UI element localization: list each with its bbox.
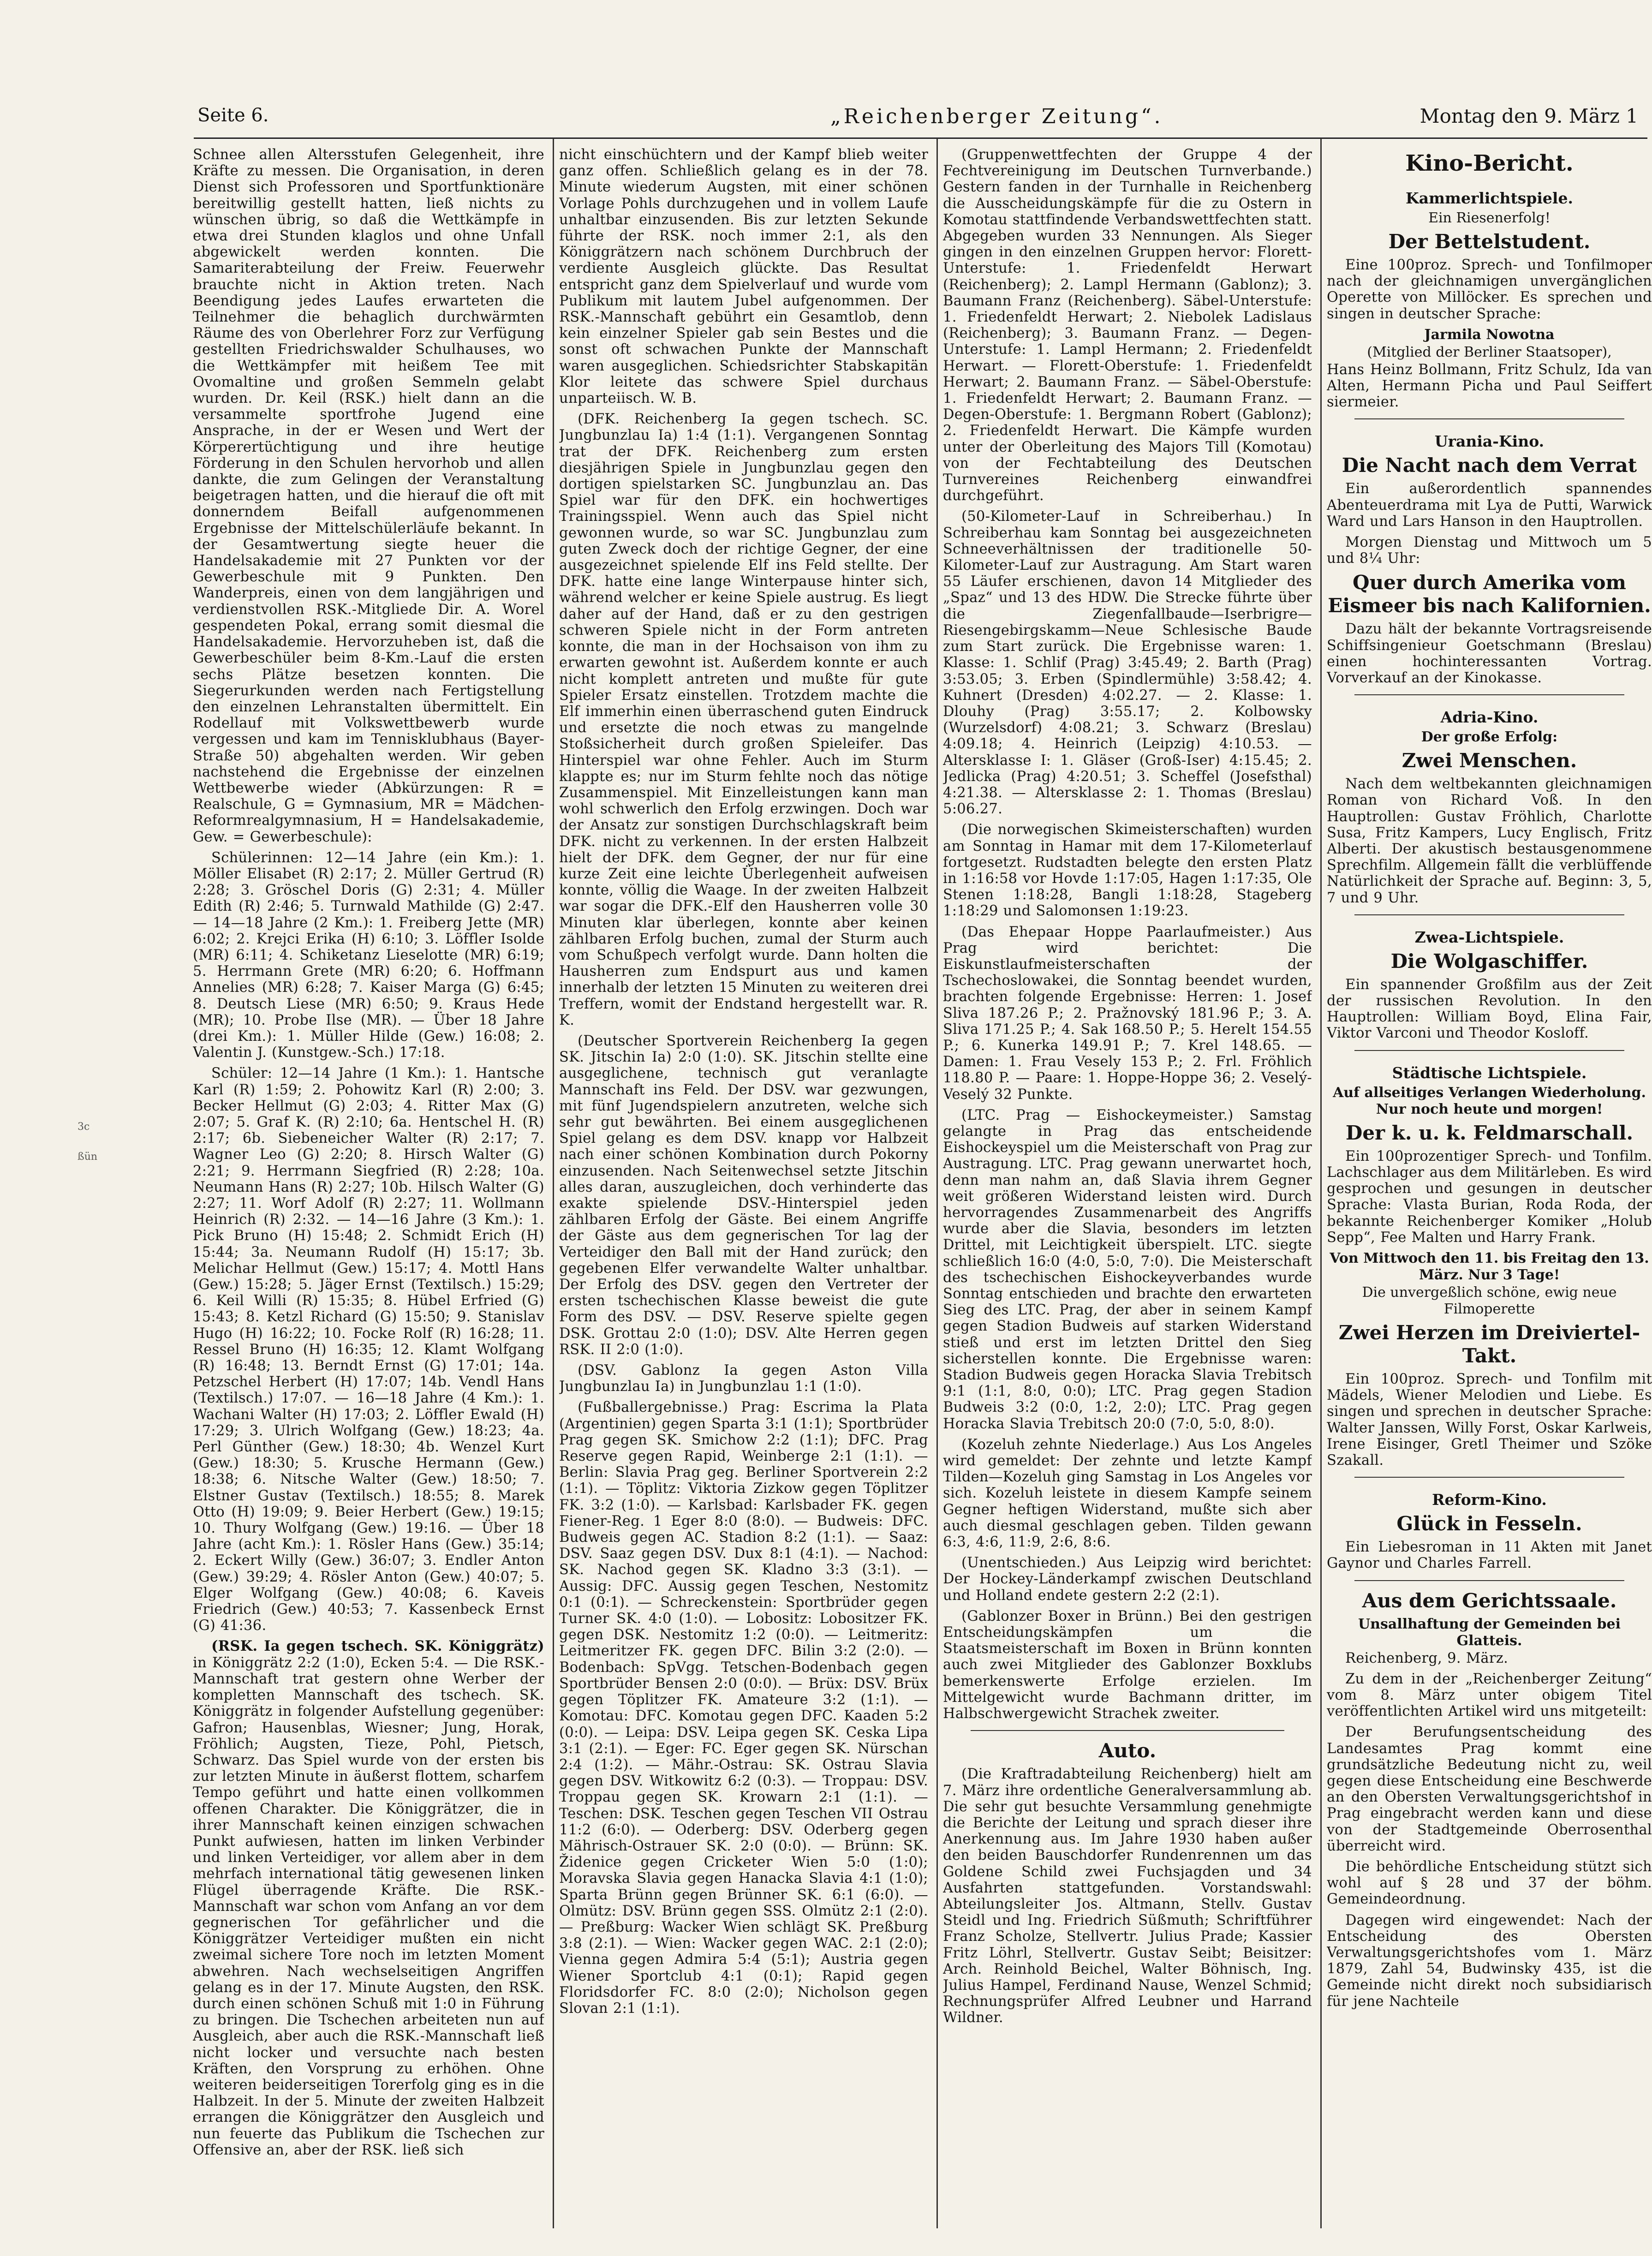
section-title-court: Aus dem Gerichtssaale. bbox=[1362, 1589, 1617, 1612]
article-paragraph: (DSV. Gablonz Ia gegen Aston Villa Jungbunzlau Ia) in Jungbunzlau 1:1 (1:0). bbox=[559, 1362, 928, 1395]
article-body: in Königgrätz 2:2 (1:0), Ecken 5:4. — Die RSK.-Mannschaft trat gestern ohne Werber der kompletten Mannschaft des tschech. SK. Königgrätz in folgender Aufstellung gegenüber: Gafron; Hausenblas, Wiesner; Jung, Horak, Fröhlich; Augsten, Tieze, Pohl, Pietsch, Schwarz. Das Spiel wurde von der ersten bis zur letzten Minute in äußerst flottem, scharfem Tempo geführt und hatte einen vollkommen offenen Charakter. Die Königgrätzer, die in ihrer Mannschaft keinen einzigen schwachen Punkt aufwiesen, hatten im linken Verbinder und linken Verteidiger, vor allem aber in dem mehrfach international tätig gewesenen linken Flügel überragende Kräfte. Die RSK.-Mannschaft war schon vom Anfang an vor dem gegnerischen Tor gefährlicher und die Königgrätzer Verteidiger mußten ein nicht zweimal sichere Tore noch im letzten Moment abwehren. Nach wechselseitigen Angriffen gelang es in der 17. Minute Augsten, den RSK. durch einen schönen Schuß mit 1:0 in Führung zu bringen. Die Tschechen arbeiteten nun auf Ausgleich, aber auch die RSK.-Mannschaft ließ nicht locker und versuchte nach besten Kräften, den Vorsprung zu erhöhen. Ohne weiteren beiderseitigen Torerfolg ging es in die Halbzeit. In der 5. Minute der zweiten Halbzeit errangen die Königgrätzer den Ausgleich und nun feuerte das Publikum die Tschechen zur Offensive an, aber der RSK. ließ sich bbox=[193, 1654, 544, 2158]
cinema-name: Reform-Kino. bbox=[1432, 1491, 1547, 1509]
article-paragraph: (Kozeluh zehnte Niederlage.) Aus Los Angeles wird gemeldet: Der zehnte und letzte Kampf Tilden—Kozeluh ging Samstag in Los Angeles vor sich. Kozeluh leistete in diesem Kampfe seinem Gegner heftigen Widerstand, mußte sich aber auch diesmal geschlagen geben. Tilden gewann 6:3, 4:6, 11:9, 2:6, 8:6. bbox=[943, 1436, 1312, 1551]
film-title: Zwei Menschen. bbox=[1402, 749, 1577, 772]
results-paragraph: (Fußballergebnisse.) Prag: Escrima la Plata (Argentinien) gegen Sparta 3:1 (1:1); Sportbrüder Prag gegen SK. Smichow 2:2 (1:1); DFC. Prag Reserve gegen Rapid, Weinberge 2:1 (1:1). — Berlin: Slavia Prag geg. Berliner Sportverein 2:2 (1:1). — Töplitz: Viktoria Zizkow gegen Töplitzer FK. 3:2 (1:0). — Karlsbad: Karlsbader FK. gegen Fiener-Reg. 1 Eger 8:0 (8:0). — Budweis: DFC. Budweis gegen AC. Stadion 8:2 (1:1). — Saaz: DSV. Saaz gegen DSV. Dux 8:1 (4:1). — Nachod: SK. Nachod gegen SK. Kladno 3:3 (3:1). — Aussig: DFC. Aussig gegen Teschen, Nestomitz 0:1 (0:1). — Schreckenstein: Sportbrüder gegen Turner SK. 4:0 (1:0). — Lobositz: Lobositzer FK. gegen DSK. Nestomitz 1:2 (0:0). — Leitmeritz: Leitmeritzer FK. gegen DFC. Bilin 3:2 (2:0). — Bodenbach: SpVgg. Tetschen-Bodenbach gegen Sportbrüder Bensen 2:0 (0:0). — Brüx: DSV. Brüx gegen Töplitzer FK. Amateure 3:2 (1:1). — Komotau: DFC. Komotau gegen DFC. Kaaden 5:2 (0:0). — Leipa: DSV. Leipa gegen SK. Ceska Lipa 3:1 (2:1). — Eger: FC. Eger gegen SK. Nürschan 2:4 (1:2). — Mähr.-Ostrau: SK. Ostrau Slavia gegen DSV. Witkowitz 6:2 (0:3). — Troppau: DSV. Troppau gegen SK. Krowarn 2:1 (1:1). — Teschen: DSK. Teschen gegen Teschen VII Ostrau 11:2 (6:0). — Oderberg: DSV. Oderberg gegen Mährisch-Ostrauer SK. 2:0 (0:0). — Brünn: SK. Židenice gegen Cricketer Wien 5:0 (1:0); Moravska Slavia gegen Hanacka Slavia 4:1 (1:0); Sparta Brünn gegen Brünner SK. 6:1 (6:0). — Olmütz: DSV. Brünn gegen SSS. Olmütz 2:1 (2:0). — Preßburg: Wacker Wien schlägt SK. Preßburg 3:8 (2:1). — Wien: Wacker gegen WAC. 2:1 (2:0); Vienna gegen Admira 5:4 (5:1); Austria gegen Wiener Sportclub 4:1 (0:1); Rapid gegen Floridsdorfer FC. 8:0 (2:0); Nicholson gegen Slovan 2:1 (1:1). bbox=[559, 1399, 928, 2017]
column-divider bbox=[553, 138, 554, 2228]
margin-mark: ßün bbox=[78, 1151, 98, 1163]
section-rule bbox=[1354, 694, 1624, 695]
film-schedule: Morgen Dienstag und Mittwoch um 5 und 8¼ Uhr: bbox=[1327, 534, 1652, 567]
film-description: Nach dem weltbekannten gleichnamigen Roman von Richard Voß. In den Hauptrollen: Gustav Fröhlich, Charlotte Susa, Fritz Kampers, Lucy Englisch, Fritz Alberti. Der akustisch bestausgenommene Sprechfilm. Allgemein fällt die verblüffende Natürlichkeit der Sprache auf. Beginn: 3, 5, 7 und 9 Uhr. bbox=[1327, 776, 1652, 906]
page-header bbox=[185, 99, 1638, 131]
results-paragraph: Schülerinnen: 12—14 Jahre (ein Km.): 1. Möller Elisabet (R) 2:17; 2. Müller Gertrud (R) 2:28; 3. Gröschel Doris (G) 2:31; 4. Müller Edith (R) 2:46; 5. Turnwald Mathilde (G) 2:47. — 14—18 Jahre (2 Km.): 1. Freiberg Jette (MR) 6:02; 2. Krejci Erika (H) 6:10; 3. Löffler Isolde (MR) 6:11; 4. Schiketanz Lieselotte (MR) 6:19; 5. Herrmann Grete (MR) 6:20; 6. Hoffmann Annelies (MR) 6:28; 7. Kaiser Marga (G) 6:45; 8. Deutsch Liese (MR) 6:50; 9. Kraus Hede (MR); 10. Probe Ilse (MR). — Über 18 Jahre (drei Km.): 1. Müller Hilde (Gew.) 16:08; 2. Valentin J. (Kunstgew.-Sch.) 17:18. bbox=[193, 849, 544, 1061]
film-cast: Hans Heinz Bollmann, Fritz Schulz, Ida van Alten, Hermann Picha und Paul Seiffert siermeier. bbox=[1327, 361, 1652, 411]
cinema-name: Städtische Lichtspiele. bbox=[1392, 1063, 1587, 1082]
article-paragraph: (Das Ehepaar Hoppe Paarlaufmeister.) Aus Prag wird berichtet: Die Eiskunstlaufmeisterschaften der Tschechoslowakei, die Sonntag beendet wurden, brachten folgende Ergebnisse: Herren: 1. Josef Sliva 187.26 P.; 2. Pražnovský 181.96 P.; 3. A. Sliva 171.25 P.; 4. Sak 168.50 P.; 5. Herelt 154.55 P.; 6. Kunerka 149.91 P.; 7. Krel 148.65. — Damen: 1. Frau Vesely 153 P.; 2. Frl. Fröhlich 118.80 P. — Paare: 1. Hoppe-Hoppe 36; 2. Veselý-Veselý 32 Punkte. bbox=[943, 924, 1312, 1103]
column-1 bbox=[193, 147, 544, 2223]
margin-mark: 3c bbox=[78, 1121, 90, 1133]
section-rule bbox=[1354, 418, 1624, 419]
cinema-tagline: Auf allseitiges Verlangen Wiederholung. Nur noch heute und morgen! bbox=[1333, 1084, 1646, 1117]
film-description: Ein 100prozentiger Sprech- und Tonfilm. Lachschlager aus dem Militärleben. Es wird gesprochen und gesungen in deutscher Sprache: Vlasta Burian, Roda Roda, der bekannte Reichenberger Komiker „Holub Sepp“, Fee Malten und Harry Frank. bbox=[1327, 1148, 1652, 1246]
article-paragraph: nicht einschüchtern und der Kampf blieb weiter ganz offen. Schließlich gelang es in der 78. Minute wiederum Augsten, mit einer schönen Vorlage Pohls durchzugehen und in vollem Laufe unhaltbar einzusenden. Bis zur letzten Sekunde führte der RSK. noch immer 2:1, als den Königgrätzern nach schönem Durchbruch der verdiente Ausgleich glückte. Das Resultat entspricht ganz dem Spielverlauf und wurde vom Publikum mit lautem Jubel aufgenommen. Der RSK.-Mannschaft gebührt ein Gesamtlob, denn kein einzelner Spieler gab sein Bestes und die sonst oft schwachen Punkte der Mannschaft waren ausgeglichen. Schiedsrichter Stabskapitän Klor leitete das schwere Spiel durchaus unparteiisch. W. B. bbox=[559, 147, 928, 407]
cinema-tagline: Der große Erfolg: bbox=[1421, 729, 1558, 746]
section-rule bbox=[1354, 1050, 1624, 1051]
article-heading: (RSK. Ia gegen tschech. SK. Königgrätz) bbox=[211, 1638, 544, 1655]
article-dateline: Reichenberg, 9. März. bbox=[1345, 1650, 1509, 1666]
page-number: Seite 6. bbox=[197, 105, 269, 126]
section-rule bbox=[1354, 1477, 1624, 1478]
article-paragraph: (50-Kilometer-Lauf in Schreiberhau.) In Schreiberhau kam Sonntag bei ausgezeichneten Schneeverhältnissen der traditionelle 50-Kilometer-Lauf zur Austragung. Am Start waren 55 Läufer erschienen, davon 14 Mitglieder des „Spaz“ und 13 des HDW. Die Strecke führte über die Ziegenfallbaude—Iserbrigre—Riesengebirgskamm—Neue Schlesische Baude zum Start zurück. Die Ergebnisse waren: 1. Klasse: 1. Schlif (Prag) 3:45.49; 2. Barth (Prag) 3:53.05; 3. Erben (Spindlermühle) 3:58.42; 4. Kuhnert (Dresden) 4:02.27. — 2. Klasse: 1. Dlouhy (Prag) 3:55.17; 2. Kolbowsky (Wurzelsdorf) 4:08.21; 3. Schwarz (Breslau) 4:09.18; 4. Heinrich (Leipzig) 4:10.53. — Altersklasse I: 1. Gläser (Groß-Iser) 4:15.45; 2. Jedlicka (Prag) 4:20.51; 3. Scheffel (Josefsthal) 4:21.38. — Altersklasse 2: 1. Thomas (Breslau) 5:06.27. bbox=[943, 508, 1312, 818]
film-description: Ein 100proz. Sprech- und Tonfilm mit Mädels, Wiener Melodien und Liebe. Es singen und sprechen in deutscher Sprache: Walter Janssen, Willy Forst, Oskar Karlweis, Irene Eisinger, Gretl Theimer und Szöke Szakall. bbox=[1327, 1371, 1652, 1468]
film-schedule: Von Mittwoch den 11. bis Freitag den 13. März. Nur 3 Tage! bbox=[1330, 1250, 1649, 1283]
results-paragraph: Schüler: 12—14 Jahre (1 Km.): 1. Hantsche Karl (R) 1:59; 2. Pohowitz Karl (R) 2:00; 3. Becker Hellmut (G) 2:03; 4. Ritter Max (G) 2:07; 5. Graf K. (R) 2:10; 6a. Hentschel H. (R) 2:17; 6b. Siebeneicher Walter (R) 2:17; 7. Wagner Leo (G) 2:20; 8. Hirsch Walter (G) 2:21; 9. Herrmann Siegfried (R) 2:28; 10a. Neumann Hans (R) 2:27; 10b. Hilsch Walter (G) 2:27; 11. Worf Adolf (R) 2:27; 11. Wollmann Heinrich (R) 2:32. — 14—16 Jahre (3 Km.): 1. Pick Bruno (H) 15:48; 2. Schmidt Erich (H) 15:44; 3a. Neumann Rudolf (H) 15:17; 3b. Melichar Hellmut (Gew.) 15:17; 4. Mottl Hans (Gew.) 15:28; 5. Jäger Ernst (Textilsch.) 15:29; 6. Keil Willi (R) 15:35; 8. Hübel Erfried (G) 15:43; 8. Ketzl Richard (G) 15:50; 9. Stanislav Hugo (H) 16:22; 10. Focke Rolf (R) 16:28; 11. Ressel Bruno (H) 16:35; 12. Klamt Wolfgang (R) 16:48; 13. Berndt Ernst (G) 17:01; 14a. Petzschel Herbert (H) 17:07; 14b. Vendl Hans (Textilsch.) 17:07. — 16—18 Jahre (4 Km.): 1. Wachani Walter (H) 17:03; 2. Löffler Ewald (H) 17:29; 3. Ulrich Wolfgang (Gew.) 18:23; 4a. Perl Günther (Gew.) 18:30; 4b. Wenzel Kurt (Gew.) 18:30; 5. Krusche Hermann (Gew.) 18:38; 6. Nitsche Walter (Gew.) 18:50; 7. Elstner Gustav (Textilsch.) 18:55; 8. Marek Otto (H) 19:09; 9. Beier Herbert (Gew.) 19:15; 10. Thury Wolfgang (Gew.) 19:16. — Über 18 Jahre (acht Km.): 1. Rösler Hans (Gew.) 35:14; 2. Eckert Willy (Gew.) 36:07; 3. Endler Anton (Gew.) 39:29; 4. Rösler Anton (Gew.) 40:07; 5. Elger Wolfgang (Gew.) 40:08; 6. Kaveis Friedrich (Gew.) 40:53; 7. Kassenbeck Ernst (G) 41:36. bbox=[193, 1065, 544, 1634]
article-paragraph: (DFK. Reichenberg Ia gegen tschech. SC. Jungbunzlau Ia) 1:4 (1:1). Vergangenen Sonntag trat der DFK. Reichenberg zum ersten diesjährigen Spiele in Jungbunzlau gegen den dortigen spielstarken SC. Jungbunzlau an. Das Spiel war für den DFK. ein hochwertiges Trainingsspiel. Wenn auch das Spiel nicht gewonnen wurde, so war SC. Jungbunzlau zum guten Zweck doch der richtige Gegner, der eine ausgezeichnet spielende Elf ins Feld stellte. Der DFK. hatte eine lange Winterpause hinter sich, während welcher er keine Spiele austrug. Es liegt daher auf der Hand, daß er zu den gestrigen schweren Spiele nicht in der Form antreten konnte, die man in der Hochsaison von ihm zu erwarten gewohnt ist. Außerdem konnte er auch nicht komplett antreten und mußte für gute Spieler Ersatz einstellen. Trotzdem machte die Elf immerhin einen überraschend guten Eindruck und ersetzte die noch etwas zu mangelnde Stoßsicherheit durch großen Spieleifer. Das Hinterspiel war ohne Fehler. Auch im Sturm klappte es; nur im Sturm fehlte noch das nötige Zusammenspiel. Mit Einzelleistungen kann man wohl schwerlich den Erfolg erzwingen. Doch war der Ansatz zur sonstigen Durchschlagskraft beim DFK. nicht zu verkennen. In der ersten Halbzeit hielt der DFK. dem Gegner, der nur für eine kurze Zeit eine leichte Überlegenheit aufweisen konnte, völlig die Waage. In der zweiten Halbzeit war sogar die DFK.-Elf den Hausherren volle 30 Minuten klar überlegen, konnte aber keinen zählbaren Erfolg buchen, zumal der Sturm auch vom Schußpech verfolgt wurde. Dann holten die Hausherren zum Endspurt aus und kamen innerhalb der letzten 15 Minuten zu weiteren drei Treffern, womit der Endstand hergestellt war. R. K. bbox=[559, 411, 928, 1028]
cinema-name: Urania-Kino. bbox=[1434, 432, 1545, 451]
article-paragraph: (LTC. Prag — Eishockeymeister.) Samstag gelangte in Prag das entscheidende Eishockeyspiel um die Meisterschaft von Prag zur Austragung. LTC. Prag gewann unerwartet hoch, denn man nahm an, daß Slavia ihrem Gegner weit größeren Widerstand leisten wird. Durch hervorragendes Zusammenarbeit des Angriffs wurde aber die Slavia, besonders im letzten Drittel, mit Leichtigkeit überspielt. LTC. siegte schließlich 16:0 (4:0, 5:0, 7:0). Die Meisterschaft des tschechischen Eishockeyverbandes wurde Sonntag entschieden und brachte den erwarteten Sieg des LTC. Prag, der aber in seinem Kampf gegen Stadion Budweis auf starken Widerstand stieß und erst im letzten Drittel den Sieg sicherstellen konnte. Die Ergebnisse waren: Stadion Budweis gegen Horacka Slavia Trebitsch 9:1 (1:1, 8:0, 0:0); LTC. Prag gegen Stadion Budweis 3:2 (0:0, 1:2, 2:0); LTC. Prag gegen Horacka Slavia Trebitsch 20:0 (7:0, 5:0, 8:0). bbox=[943, 1107, 1312, 1432]
column-2 bbox=[559, 147, 928, 2223]
film-star-note: (Mitglied der Berliner Staatsoper), bbox=[1367, 344, 1612, 360]
section-rule bbox=[971, 1730, 1284, 1731]
cinema-name: Kammerlichtspiele. bbox=[1406, 189, 1573, 207]
film-description: Ein außerordentlich spannendes Abenteuerdrama mit Lya de Putti, Warwick Ward und Lars Hanson in den Hauptrollen. bbox=[1327, 481, 1652, 530]
article-paragraph: Zu dem in der „Reichenberger Zeitung“ vom 8. März unter obigem Titel veröffentlichten Artikel wird uns mitgeteilt: bbox=[1327, 1671, 1652, 1720]
film-description: Ein Liebesroman in 11 Akten mit Janet Gaynor und Charles Farrell. bbox=[1327, 1539, 1652, 1572]
film-title: Quer durch Amerika vom Eismeer bis nach Kalifornien. bbox=[1328, 571, 1651, 617]
header-rule bbox=[194, 137, 1647, 139]
article-paragraph: Der Berufungsentscheidung des Landesamtes Prag kommt eine grundsätzliche Bedeutung nicht zu, weil gegen diese Entscheidung eine Beschwerde an den Obersten Verwaltungsgerichtshof in Prag eingebracht werden kann und diese von der Stadtgemeinde Oberrosenthal überreicht wird. bbox=[1327, 1724, 1652, 1854]
film-tagline: Die unvergeßlich schöne, ewig neue Filmoperette bbox=[1362, 1284, 1617, 1317]
cinema-name: Adria-Kino. bbox=[1440, 708, 1539, 727]
article-heading: Unsallhaftung der Gemeinden bei Glatteis. bbox=[1358, 1616, 1621, 1649]
film-title: Die Wolgaschiffer. bbox=[1390, 949, 1588, 973]
article-paragraph: Dagegen wird eingewendet: Nach der Entscheidung des Obersten Verwaltungsgerichtshofes vom 1. März 1879, Zahl 54, Budwinsky 435, ist die Gemeinde nicht direkt noch subsidiarisch für jene Nachteile bbox=[1327, 1912, 1652, 2010]
cinema-tagline: Ein Riesenerfolg! bbox=[1428, 210, 1551, 226]
section-rule bbox=[1354, 914, 1624, 915]
film-title: Glück in Fesseln. bbox=[1396, 1512, 1582, 1535]
film-description: Ein spannender Großfilm aus der Zeit der russischen Revolution. In den Hauptrollen: William Boyd, Elina Fair, Viktor Varconi und Theodor Kosloff. bbox=[1327, 976, 1652, 1042]
newspaper-title: „Reichenberger Zeitung“. bbox=[830, 105, 1163, 128]
column-3 bbox=[943, 147, 1312, 2223]
film-title: Der k. u. k. Feldmarschall. bbox=[1345, 1121, 1634, 1144]
cinema-report-title: Kino-Bericht. bbox=[1405, 150, 1574, 176]
section-rule bbox=[1354, 1580, 1624, 1581]
article-paragraph: (Unentschieden.) Aus Leipzig wird berichtet: Der Hockey-Länderkampf zwischen Deutschland und Holland endete gestern 2:2 (2:1). bbox=[943, 1555, 1312, 1604]
article-paragraph: (Gruppenwettfechten der Gruppe 4 der Fechtvereinigung im Deutschen Turnverbande.) Gestern fanden in der Turnhalle in Reichenberg die Ausscheidungskämpfe für die zu Ostern in Komotau stattfindende Verbandswettfechten statt. Abgegeben wurden 33 Nennungen. Als Sieger gingen in den einzelnen Gruppen hervor: Florett-Unterstufe: 1. Friedenfeldt Herwart (Reichenberg); 2. Lampl Hermann (Gablonz); 3. Baumann Franz (Reichenberg). Säbel-Unterstufe: 1. Friedenfeldt Herwart; 2. Niebolek Ladislaus (Reichenberg); 3. Baumann Franz. — Degen-Unterstufe: 1. Lampl Hermann; 2. Friedenfeldt Herwart. — Florett-Oberstufe: 1. Friedenfeldt Herwart; 2. Baumann Franz. — Säbel-Oberstufe: 1. Friedenfeldt Herwart; 2. Baumann Franz. — Degen-Oberstufe: 1. Bergmann Robert (Gablonz); 2. Friedenfeldt Herwart. Die Kämpfe wurden unter der Oberleitung des Majors Till (Komotau) von der Fechtabteilung des Deutschen Turnvereines Reichenberg einwandfrei durchgeführt. bbox=[943, 147, 1312, 504]
column-divider bbox=[936, 138, 938, 2228]
film-title: Zwei Herzen im Dreiviertel-Takt. bbox=[1338, 1321, 1640, 1367]
section-title-auto: Auto. bbox=[1098, 1739, 1157, 1762]
article-paragraph: Die behördliche Entscheidung stützt sich wohl auf § 28 und 37 der böhm. Gemeindeordnung. bbox=[1327, 1858, 1652, 1908]
column-4 bbox=[1327, 147, 1652, 2223]
article-paragraph: (Die Kraftradabteilung Reichenberg) hielt am 7. März ihre ordentliche Generalversammlung ab. Die sehr gut besuchte Versammlung genehmigte die Berichte der Leitung und sprach dieser ihre Anerkennung aus. Im Jahre 1930 haben außer den beiden Bauschdorfer Rundenrennen um das Goldene Schild zwei Fuchsjagden und 34 Ausfahrten stattgefunden. Vorstandswahl: Abteilungsleiter Jos. Altmann, Stellv. Gustav Steidl und Ing. Friedrich Süßmuth; Schriftführer Franz Scholze, Stellvertr. Julius Prade; Kassier Fritz Löhrl, Stellvertr. Gustav Seibt; Beisitzer: Arch. Reinhold Beichel, Walter Böhnisch, Ing. Julius Hampel, Ferdinand Nause, Wenzel Schmid; Rechnungsprüfer Alfred Leubner und Harrand Wildner. bbox=[943, 1766, 1312, 2026]
film-star: Jarmila Nowotna bbox=[1424, 326, 1555, 343]
column-divider bbox=[1320, 138, 1322, 2228]
film-title: Die Nacht nach dem Verrat bbox=[1342, 454, 1637, 477]
article-paragraph: (Gablonzer Boxer in Brünn.) Bei den gestrigen Entscheidungskämpfen um die Staatsmeisterschaft im Boxen in Brünn konnten auch zwei Mitglieder des Gablonzer Boxklubs bemerkenswerte Erfolge erzielen. Im Mittelgewicht wurde Bachmann dritter, im Halbschwergewicht Strachek zweiter. bbox=[943, 1608, 1312, 1722]
issue-date: Montag den 9. März 1 bbox=[1419, 105, 1638, 127]
film-description: Dazu hält der bekannte Vortragsreisende Schiffsingenieur Goetschmann (Breslau) einen hochinteressanten Vortrag. Vorverkauf an der Kinokasse. bbox=[1327, 621, 1652, 686]
film-description: Eine 100proz. Sprech- und Tonfilmoper nach der gleichnamigen unvergänglichen Operette von Millöcker. Es sprechen und singen in deutscher Sprache: bbox=[1327, 257, 1652, 322]
cinema-name: Zwea-Lichtspiele. bbox=[1414, 928, 1564, 946]
film-title: Der Bettelstudent. bbox=[1388, 230, 1591, 253]
article-paragraph: (Deutscher Sportverein Reichenberg Ia gegen SK. Jitschin Ia) 2:0 (1:0). SK. Jitschin stellte eine ausgeglichene, technisch gut veranlagte Mannschaft ins Feld. Der DSV. war gezwungen, mit fünf Jugendspielern anzutreten, welche sich sehr gut bewährten. Bei einem ausgeglichenen Spiel gelang es dem DSV. knapp vor Halbzeit nach einer schönen Kombination durch Pokorny einzusenden. Nach Seitenwechsel setzte Jitschin alles daran, auszugleichen, doch verhinderte das exakte spielende DSV.-Hinterspiel jeden zählbaren Erfolg der Gäste. Bei einem Angriffe der Gäste aus dem gegnerischen Tor lag der Verteidiger den Ball mit der Hand zurück; den gegebenen Elfer verwandelte Walter unhaltbar. Der Erfolg des DSV. gegen den Vertreter der ersten tschechischen Klasse beweist die gute Form des DSV. — DSV. Reserve spielte gegen DSK. Grottau 2:0 (1:0); DSV. Alte Herren gegen RSK. II 2:0 (1:0). bbox=[559, 1033, 928, 1358]
article-paragraph: Schnee allen Altersstufen Gelegenheit, ihre Kräfte zu messen. Die Organisation, in deren Dienst sich Professoren und Sportfunktionäre bereitwillig gestellt hatten, ließ nichts zu wünschen übrig, so daß die Wettkämpfe in etwa drei Stunden klaglos und ohne Unfall abgewickelt werden konnten. Die Samariterabteilung der Freiw. Feuerwehr brauchte nicht in Aktion treten. Nach Beendigung jedes Laufes erwarteten die Teilnehmer die behaglich durchwärmten Räume des von Oberlehrer Forz zur Verfügung gestellten Friedrichswalder Schulhauses, wo die Wettkämpfer mit heißem Tee mit Ovomaltine und großen Semmeln gelabt wurden. Dr. Keil (RSK.) hielt dann an die versammelte sportfrohe Jugend eine Ansprache, in der er Wesen und Wert der Körperertüchtigung und ihre heutige Förderung in den Schulen hervorhob und allen dankte, die zum Gelingen der Veranstaltung beigetragen hatten, und die hierauf die oft mit donnerndem Beifall aufgenommenen Ergebnisse der Mittelschülerläufe bekannt. In der Gesamtwertung siegte heuer die Handelsakademie mit 27 Punkten vor der Gewerbeschule mit 9 Punkten. Den Wanderpreis, einen von dem langjährigen und verdienstvollen RSK.-Mitgliede Dir. A. Worel gespendeten Pokal, errang somit diesmal die Handelsakademie. Hervorzuheben ist, daß die Gewerbeschüler beim 8-Km.-Lauf die ersten sechs Plätze besetzen konnten. Die Siegerurkunden werden nach Fertigstellung den einzelnen Lehranstalten übermittelt. Ein Rodellauf mit Volkswettbewerb wurde vergessen und kam im Tennisklubhaus (Bayer-Straße 50) abgehalten werden. Wir geben nachstehend die Ergebnisse der einzelnen Wettbewerbe wieder (Abkürzungen: R = Realschule, G = Gymnasium, MR = Mädchen-Reformrealgymnasium, H = Handelsakademie, Gew. = Gewerbeschule): bbox=[193, 147, 544, 845]
article-paragraph: (Die norwegischen Skimeisterschaften) wurden am Sonntag in Hamar mit dem 17-Kilometerlauf fortgesetzt. Rudstadten belegte den ersten Platz in 1:16:58 vor Hovde 1:17:05, Hagen 1:17:35, Ole Stenen 1:18:28, Bangli 1:18:28, Stageberg 1:18:29 und Salomonsen 1:19:23. bbox=[943, 822, 1312, 919]
